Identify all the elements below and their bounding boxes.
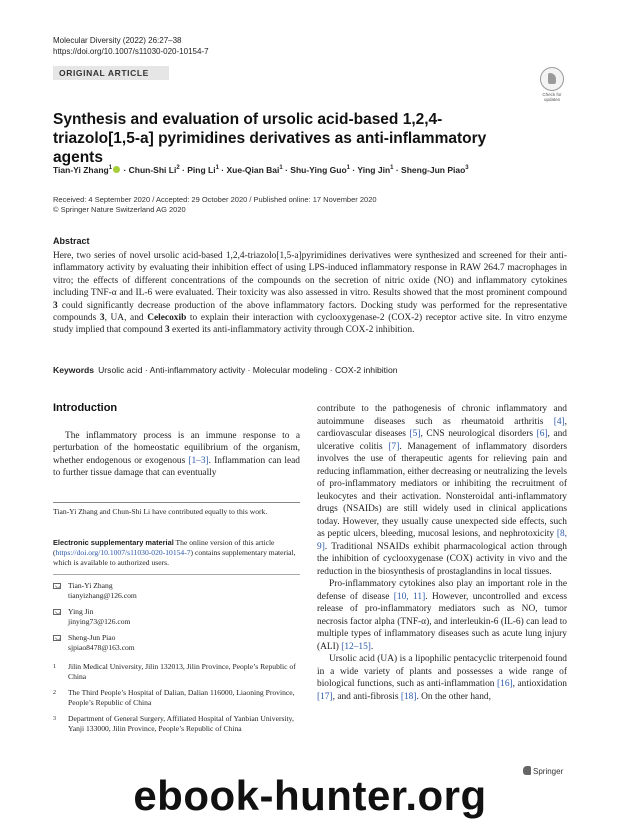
envelope-icon xyxy=(53,609,61,615)
compound-label: 3 xyxy=(53,300,58,311)
author-separator: · xyxy=(121,164,129,175)
text-run: Pro-inflammatory cytokines also play an important role in the defense of disease xyxy=(317,579,567,602)
author-name[interactable]: Ying Jin xyxy=(357,164,391,175)
bookmark-icon xyxy=(540,67,564,91)
text-run: ) contains supplementary material, which is available to authorized users. xyxy=(53,548,296,567)
affiliation-number: 2 xyxy=(53,690,56,696)
intro-paragraph xyxy=(317,403,567,578)
contact-item xyxy=(53,581,300,601)
envelope-icon xyxy=(53,583,61,589)
contact-name: Tian-Yi Zhang xyxy=(68,581,113,590)
affiliation-number: 1 xyxy=(53,664,56,670)
publication-dates xyxy=(53,195,377,215)
supplementary-note xyxy=(53,538,300,568)
contact-item xyxy=(53,607,300,627)
author-separator: · xyxy=(218,164,227,175)
author-affiliation-sup: 1 xyxy=(279,165,283,171)
author-list xyxy=(53,162,573,176)
contact-item xyxy=(53,633,300,653)
intro-paragraph xyxy=(53,430,300,480)
author-name[interactable]: Chun-Shi Li xyxy=(128,164,177,175)
watermark: ebook-hunter.org xyxy=(133,772,487,819)
affiliation-text: The Third People’s Hospital of Dalian, Dalian 116000, Liaoning Province, People’s Republic of China xyxy=(68,688,295,707)
abstract-part: to explain their interaction with cyclooxygenase-2 (COX-2) receptor active site. In vitro enzyme study implied that compound xyxy=(53,313,568,336)
compound-label: 3 xyxy=(99,313,105,324)
text-run: contribute to the pathogenesis of chronic inflammatory and autoimmune diseases such as rheumatoid arthritis xyxy=(317,404,567,427)
contact-email[interactable]: sjpiao8478@163.com xyxy=(68,643,135,652)
text-run: The inflammatory process is an immune response to a perturbation of the homeostatic equilibrium of the organism, whether endogenous or exogenous xyxy=(53,431,300,466)
text-run: , and anti-fibrosis xyxy=(332,691,401,702)
author-affiliation-sup: 2 xyxy=(176,165,180,171)
intro-column-left xyxy=(53,430,300,480)
author-name[interactable]: Ping Li xyxy=(187,164,216,175)
author-affiliation-sup: 3 xyxy=(465,165,469,171)
author-separator: · xyxy=(393,164,402,175)
citation-link[interactable]: [5] xyxy=(409,429,421,439)
compound-label: 3 xyxy=(164,325,170,336)
abstract-part: could significantly decrease production of the above inflammatory factors. Docking study was performed for the representative compounds xyxy=(53,300,567,324)
citation-link[interactable]: [12–15] xyxy=(341,641,371,652)
author-name[interactable]: Tian-Yi Zhang xyxy=(53,164,109,175)
abstract-text xyxy=(53,250,567,337)
keywords-line xyxy=(53,364,398,376)
abstract-part: , UA, and xyxy=(104,313,148,324)
citation-link[interactable]: [1–3] xyxy=(188,455,209,466)
article-title: Synthesis and evaluation of ursolic acid-based 1,2,4-triazolo[1,5-a] pyrimidines derivatives as anti-inflammatory agents xyxy=(53,111,487,166)
copyright-line: © Springer Nature Switzerland AG 2020 xyxy=(53,205,186,214)
abstract-part: Here, two series of novel ursolic acid-based 1,2,4-triazolo[1,5-a]pyrimidines derivatives were synthesized and screened for their anti-inflammatory activity by evaluating their inhibition effect of using LPS-induced inflammatory response in RAW 264.7 macrophages in vitro; the effects of different concentrations of the compounds on the secretion of nitric oxide (NO) and inflammatory cytokines including TNF-α and IL-6 were evaluated. Their toxicity was also assessed in vitro. Results showed that the most prominent compound xyxy=(53,251,567,299)
envelope-icon xyxy=(53,635,61,641)
text-run: , cardiovascular diseases xyxy=(317,416,567,439)
orcid-icon[interactable] xyxy=(113,166,120,173)
esm-label: Electronic supplementary material xyxy=(53,538,174,547)
author-name[interactable]: Shu-Ying Guo xyxy=(290,164,347,175)
author-affiliation-sup: 1 xyxy=(346,165,350,171)
affiliation-item xyxy=(53,714,300,734)
author-name[interactable]: Xue-Qian Bai xyxy=(226,164,280,175)
abstract-part: exerted its anti-inflammatory activity through COX-2 inhibition. xyxy=(169,325,415,336)
contact-name: Ying Jin xyxy=(68,607,94,616)
text-run: The online version of this article ( xyxy=(53,538,275,557)
check-for-updates-button[interactable] xyxy=(536,67,568,101)
affiliation-number: 3 xyxy=(53,716,56,722)
text-run: , CNS neurological disorders xyxy=(420,429,537,439)
text-run: Ursolic acid (UA) is a lipophilic pentacyclic triterpenoid found in a wide variety of plants and possesses a wide range of biological functions, such as anti-inflammation xyxy=(317,654,567,689)
author-separator: · xyxy=(349,164,358,175)
dates-line: Received: 4 September 2020 / Accepted: 29 October 2020 / Published online: 17 November 2020 xyxy=(53,195,377,204)
text-run: . Inflammation can lead to further tissue damage that can eventually xyxy=(53,455,300,479)
intro-paragraph xyxy=(317,578,567,653)
publisher-name: Springer xyxy=(533,767,564,776)
citation-link[interactable]: [8, 9] xyxy=(317,529,567,552)
citation-link[interactable]: [6] xyxy=(536,429,548,439)
affiliation-item xyxy=(53,662,300,682)
author-affiliation-sup: 1 xyxy=(108,165,113,171)
affiliation-text: Department of General Surgery, Affiliated Hospital of Yanbian University, Yanji 133000, Jilin Province, People’s Republic of China xyxy=(68,714,294,733)
text-run: . Management of inflammatory disorders involves the use of therapeutic agents for relieving pain and reducing inflammation, either decreasing or neutralizing the levels of pro-inflammatory mediators or inhibiting the recruitment of leukocytes and their activation. Nonsteroidal anti-inflammatory drugs (NSAIDs) are still widely used in clinical applications today. However, they usually cause unexpected side effects, such as peptic ulcers, bleeding, mucosal lesions, and nephrotoxicity xyxy=(317,441,567,539)
citation-link[interactable]: [17] xyxy=(317,691,333,702)
citation-link[interactable]: [7] xyxy=(388,441,400,452)
author-name[interactable]: Sheng-Jun Piao xyxy=(401,164,466,175)
article-type-badge: ORIGINAL ARTICLE xyxy=(53,66,169,80)
contact-email[interactable]: tianyizhang@126.com xyxy=(68,591,137,600)
affiliation-item xyxy=(53,688,300,708)
journal-line: Molecular Diversity (2022) 26:27–38 xyxy=(53,36,182,45)
intro-column-right xyxy=(317,403,567,703)
contact-name: Sheng-Jun Piao xyxy=(68,633,116,642)
esm-link[interactable]: https://doi.org/10.1007/s11030-020-10154-7 xyxy=(55,548,191,557)
text-run: . On the other hand, xyxy=(416,691,491,702)
author-separator: · xyxy=(282,164,291,175)
author-separator: · xyxy=(179,164,188,175)
keywords-text: Ursolic acid · Anti-inflammatory activity · Molecular modeling · COX-2 inhibition xyxy=(98,365,398,375)
check-updates-label: Check for updates xyxy=(542,92,562,102)
contribution-note: Tian-Yi Zhang and Chun-Shi Li have contributed equally to this work. xyxy=(53,507,268,516)
citation-link[interactable]: [18] xyxy=(400,691,417,702)
intro-paragraph xyxy=(317,653,567,703)
citation-link[interactable]: [16] xyxy=(497,679,513,689)
text-run: , antioxidation xyxy=(512,679,567,689)
text-run: . Traditional NSAIDs exhibit pharmacological action through the inhibition of cyclooxygenase (COX) activity in vivo and the reduction in the biosynthesis of prostaglandins in local tissues. xyxy=(317,541,567,577)
compound-label: Celecoxib xyxy=(147,313,187,324)
contacts-divider xyxy=(53,574,300,575)
abstract-heading: Abstract xyxy=(53,236,90,246)
text-run: . However, uncontrolled and excess release of pro-inflammatory mediators such as NO, tumor necrosis factor alpha (TNF-α), and interleukin-6 (IL-6) can lead to multiple types of inflammatory diseases such as acute lung injury (ALI) xyxy=(317,591,567,652)
citation-link[interactable]: [4] xyxy=(553,416,565,427)
citation-link[interactable]: [10, 11] xyxy=(393,591,426,602)
keywords-label: Keywords xyxy=(53,365,95,375)
author-affiliation-sup: 1 xyxy=(215,165,219,171)
introduction-heading: Introduction xyxy=(53,402,118,414)
affiliation-text: Jilin Medical University, Jilin 132013, Jilin Province, People’s Republic of China xyxy=(68,662,296,681)
text-run: , and ulcerative colitis xyxy=(317,429,567,452)
contact-email[interactable]: jinying73@126.com xyxy=(68,617,131,626)
text-run: . xyxy=(370,641,374,652)
journal-citation xyxy=(53,35,209,57)
author-affiliation-sup: 1 xyxy=(390,165,394,171)
footnote-divider xyxy=(53,502,300,503)
doi-line[interactable]: https://doi.org/10.1007/s11030-020-10154-7 xyxy=(53,47,209,56)
